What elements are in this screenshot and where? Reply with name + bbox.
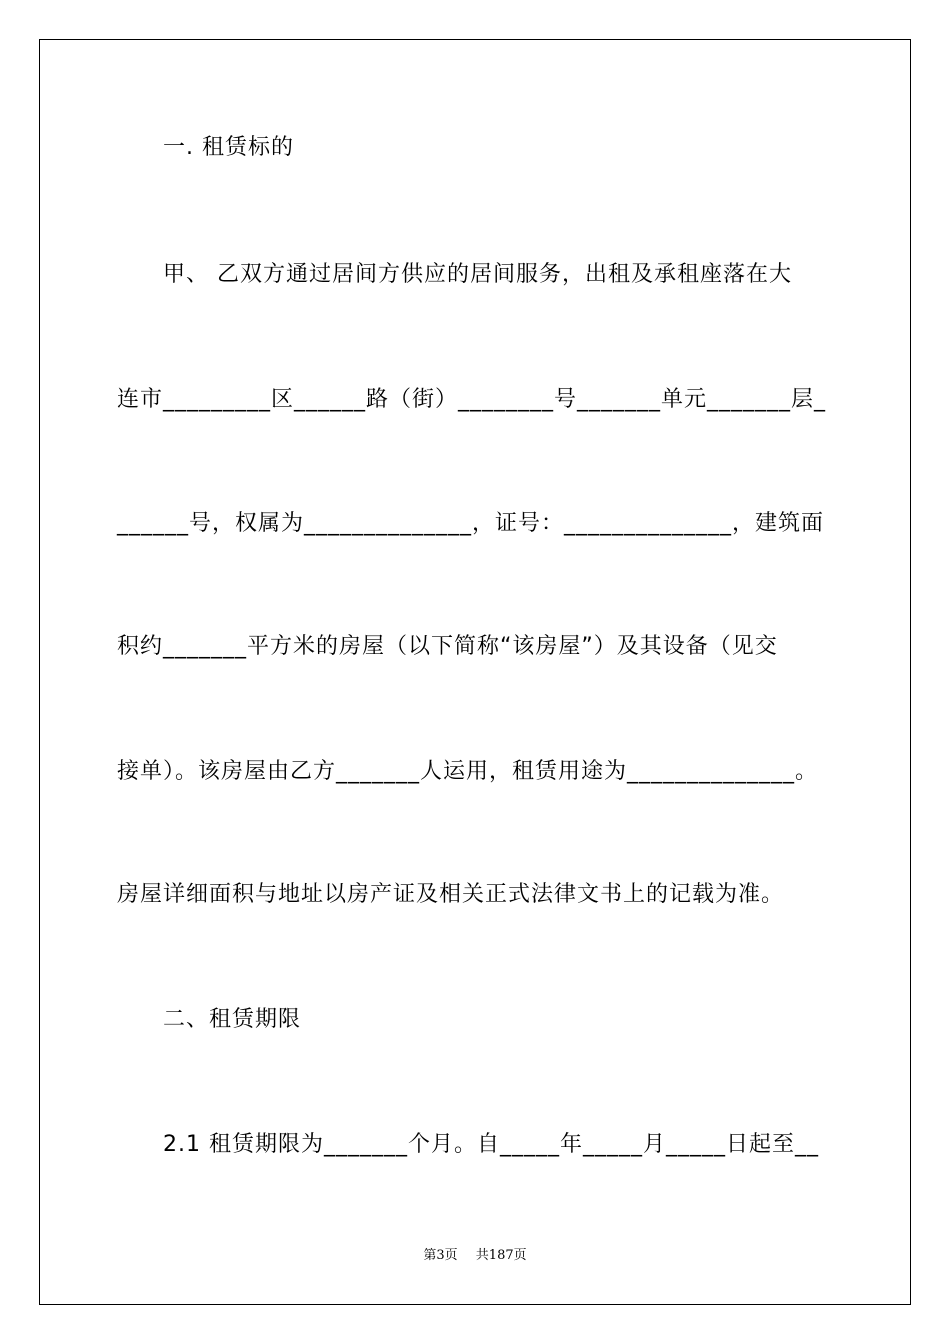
paragraph-line: 2.1 租赁期限为_______个月。自_____年_____月_____日起至__ xyxy=(163,1132,819,1157)
page-border xyxy=(39,39,911,1305)
section-heading-lease-term: 二、租赁期限 xyxy=(163,1007,302,1032)
paragraph-line: 积约_______平方米的房屋（以下简称“该房屋”）及其设备（见交 xyxy=(117,634,778,659)
page-footer xyxy=(0,1247,950,1265)
paragraph-line: 甲、 乙双方通过居间方供应的居间服务，出租及承租座落在大 xyxy=(163,262,792,287)
paragraph-line: 接单）。该房屋由乙方_______人运用，租赁用途为______________。 xyxy=(117,759,819,784)
section-heading-lease-subject: 一. 租赁标的 xyxy=(163,135,294,160)
page-number-current: 第3页 xyxy=(423,1248,458,1263)
page-number-total: 共187页 xyxy=(475,1248,527,1263)
paragraph-line: ______号，权属为______________，证号：______________，建筑面 xyxy=(117,511,825,536)
paragraph-line: 房屋详细面积与地址以房产证及相关正式法律文书上的记载为准。 xyxy=(117,882,785,907)
paragraph-line: 连市_________区______路（街）________号_______单元_______层_ xyxy=(117,387,827,412)
